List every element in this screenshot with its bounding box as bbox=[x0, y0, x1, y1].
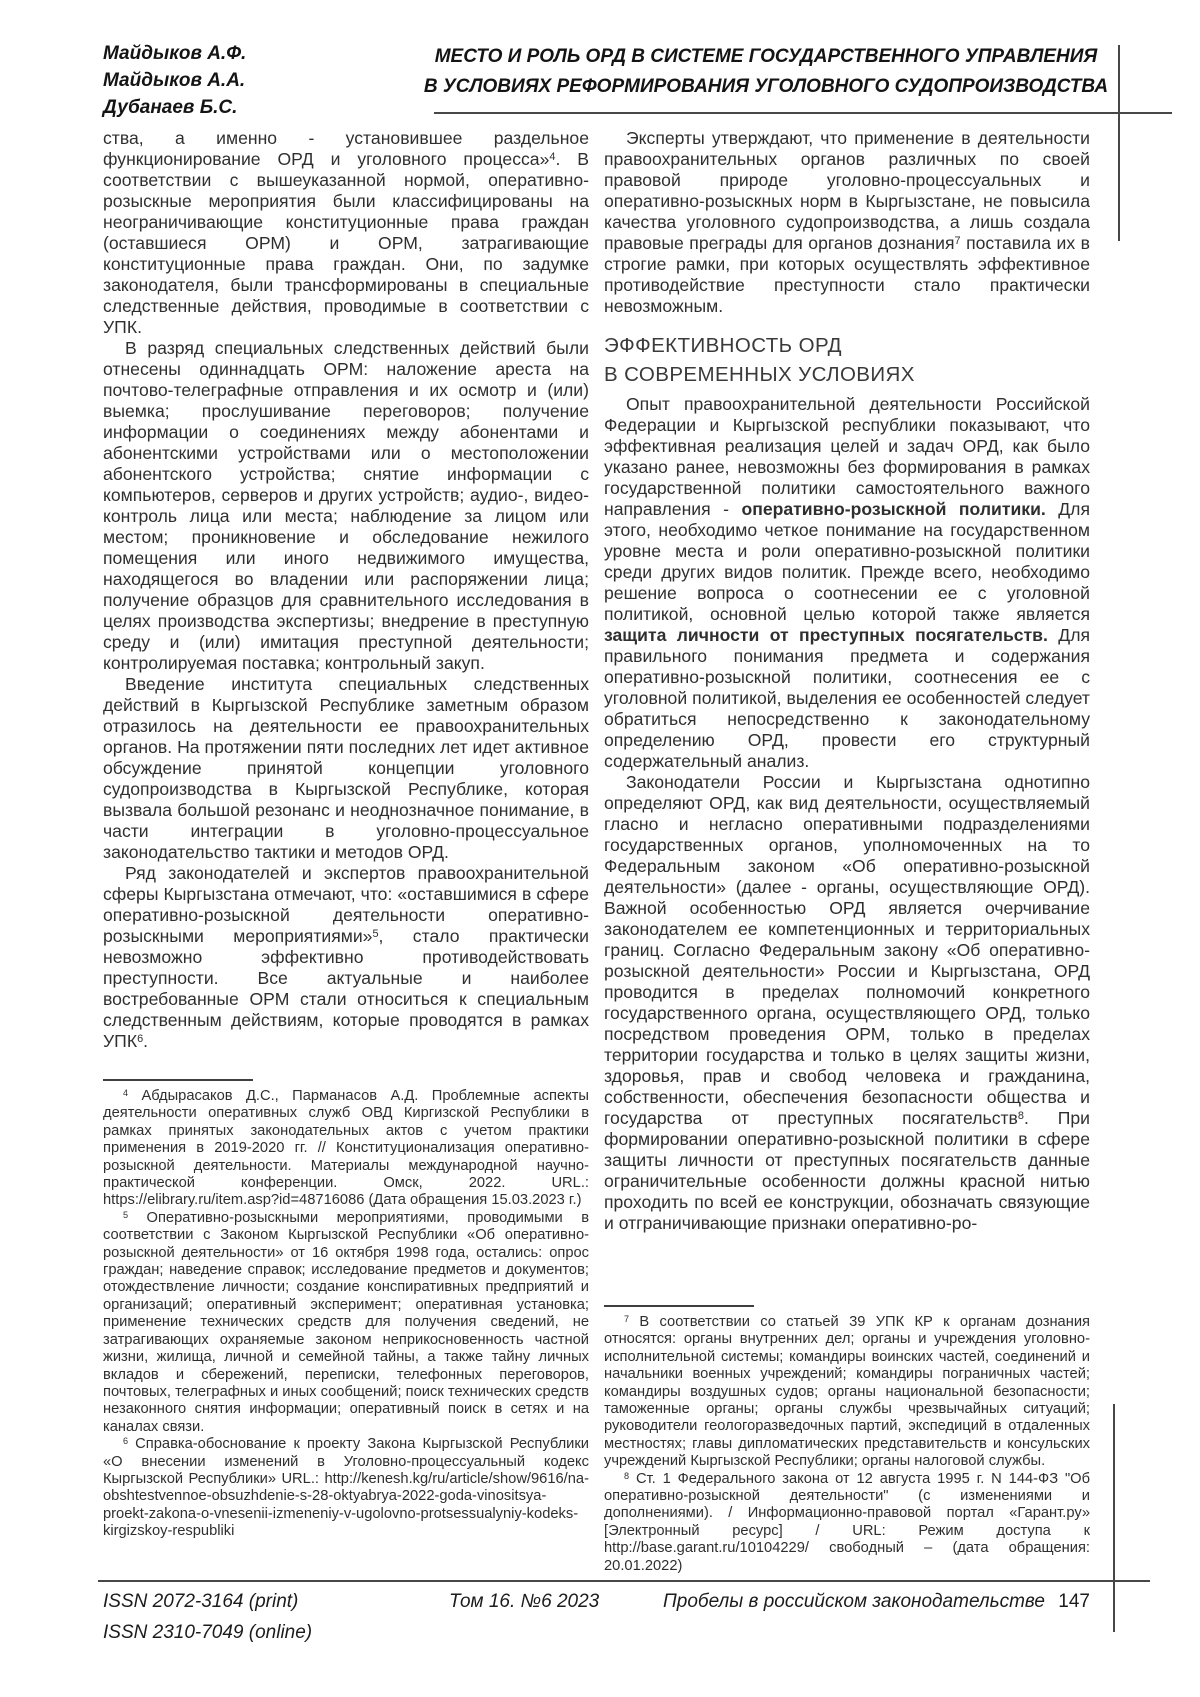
footnote-marker: 7 bbox=[954, 235, 961, 248]
left-column bbox=[103, 128, 589, 1052]
text-run: Ряд законодателей и экспертов правоохранительной сферы Кыргызстана отмечают, что: «оставшимися в сфере оперативно-розыскной деятельности оперативно-розыскными мероприятиями» bbox=[103, 863, 589, 946]
text-run: . bbox=[143, 1031, 149, 1051]
text-run: ства, а именно - установившее раздельное функционирование ОРД и уголовного процесса» bbox=[103, 128, 589, 169]
footnote-marker: 4 bbox=[549, 151, 556, 164]
paragraph bbox=[604, 1314, 1090, 1471]
footnote-separator-line bbox=[604, 1305, 754, 1307]
right-column-bottom bbox=[604, 394, 1090, 1234]
bottom-right-border-line bbox=[1113, 1404, 1115, 1632]
text-run: Абдырасаков Д.С., Парманасов А.Д. Проблемные аспекты деятельности оперативных служб ОВД Киргизской Республики в рамках принятых законодательных актов с учетом практики применения в 2019-2020 гг. // Конституционализация оперативно-розыскной деятельности. Материалы международной научно-практической конференции. Омск, 2022. URL.: https://elibrary.ru/item.asp?id=48716086 (Дата обращения 15.03.2023 г.) bbox=[103, 1088, 589, 1209]
footer-divider-line bbox=[98, 1580, 1150, 1582]
text-run: . В соответствии с вышеуказанной нормой, оперативно-розыскные мероприятия были классифицированы на неограничивающие конституционные права граждан (оставшиеся ОРМ) и ОРМ, затрагивающие конституционные права граждан. Они, по задумке законодателя, были трансформированы в специальные следственные действия, проводимые в соответствии с УПК. bbox=[103, 149, 589, 337]
issn-online: ISSN 2310-7049 (online) bbox=[103, 1622, 313, 1643]
article-title bbox=[415, 42, 1117, 102]
paragraph bbox=[103, 128, 589, 338]
paragraph bbox=[103, 863, 589, 1052]
text-run: Опыт правоохранительной деятельности Российской Федерации и Кыргызской республики показывают, что эффективная реализация целей и задач ОРД, как было указано ранее, невозможны без формирования в рамках государственной политики самостоятельного важного направления - bbox=[604, 394, 1090, 519]
paragraph bbox=[103, 1210, 589, 1436]
footnote-marker: 6 bbox=[123, 1436, 129, 1447]
text-run: Законодатели России и Кыргызстана однотипно определяют ОРД, как вид деятельности, осуществляемый гласно и негласно оперативными подразделениями государственных органов, уполномоченных на то Федеральным законом «Об оперативно-розыскной деятельности» (далее - органы, осуществляющие ОРД). Важной особенностью ОРД является очерчивание законодателем ее компетенционных и территориальных границ. Согласно Федеральным закону «Об оперативно-розыскной деятельности» России и Кыргызстана, ОРД проводится в пределах полномочий конкретного государственного органа, осуществляющего ОРД, только посредством проведения ОРМ, только в пределах территории государства и только в целях защиты жизни, здоровья, прав и свобод человека и гражданина, собственности, обеспечения безопасности общества и государства от преступных посягательств bbox=[604, 772, 1090, 1128]
paragraph bbox=[604, 1471, 1090, 1575]
article-title-line: МЕСТО И РОЛЬ ОРД В СИСТЕМЕ ГОСУДАРСТВЕННОГО УПРАВЛЕНИЯ bbox=[434, 46, 1098, 67]
footnote-marker: 4 bbox=[123, 1087, 129, 1098]
right-column bbox=[604, 128, 1090, 1234]
right-column-top bbox=[604, 128, 1090, 317]
text-run: , стало практически невозможно эффективно противодействовать преступности. Все актуальные и наиболее востребованные ОРМ стали относиться к специальным следственным действиям, которые проводятся в рамках УПК bbox=[103, 926, 589, 1051]
paragraph bbox=[103, 338, 589, 674]
text-run: поставила их в строгие рамки, при которых осуществлять эффективное противодействие преступности стало практически невозможным. bbox=[604, 233, 1090, 316]
author-name: Майдыков А.Ф. bbox=[103, 43, 247, 64]
text-run: Ст. 1 Федерального закона от 12 августа 1995 г. N 144-ФЗ "Об оперативно-розыскной деятельности" (с изменениями и дополнениями). / Информационно-правовой портал «Гарант.ру» [Электронный ресурс] / URL: Режим доступа к http://base.garant.ru/10104229/ свободный – (дата обращения: 20.01.2022) bbox=[604, 1470, 1090, 1574]
bold-text-run: оперативно-розыскной политики. bbox=[741, 499, 1046, 519]
paragraph bbox=[103, 1436, 589, 1540]
paragraph bbox=[604, 128, 1090, 317]
footnote-marker: 7 bbox=[624, 1313, 630, 1324]
right-footnotes bbox=[604, 1305, 1090, 1575]
paragraph bbox=[103, 1088, 589, 1210]
section-heading-line: ЭФФЕКТИВНОСТЬ ОРД bbox=[604, 334, 842, 357]
text-run: В соответствии со статьей 39 УПК КР к органам дознания относятся: органы внутренних дел; органы и учреждения уголовно-исполнительной системы; командиры воинских частей, соединений и начальники военных учреждений; командиры пограничных частей; командиры воздушных судов; органы национальной безопасности; таможенные органы; органы службы чрезвычайных ситуаций; руководители геологоразведочных партий, экспедиций в отдаленных местностях; главы дипломатических представительств и консульских учреждений Кыргызской Республики; органы налоговой службы. bbox=[604, 1314, 1090, 1470]
footnote-marker: 5 bbox=[123, 1209, 129, 1220]
author-name: Дубанаев Б.С. bbox=[103, 97, 238, 118]
page-number: 147 bbox=[1058, 1591, 1090, 1612]
paragraph bbox=[604, 772, 1090, 1234]
text-run: Введение института специальных следственных действий в Кыргызской Республике заметным образом отразилось на деятельности ее правоохранительных органов. На протяжении пяти последних лет идет активное обсуждение принятой концепции уголовного судопроизводства в Кыргызской Республике, которая вызвала большой резонанс и неоднозначное понимание, в части интеграции в уголовно-процессуальное законодательство тактики и методов ОРД. bbox=[103, 674, 589, 862]
footnote-marker: 8 bbox=[1017, 1110, 1024, 1123]
text-run: Оперативно-розыскными мероприятиями, проводимыми в соответствии с Законом Кыргызской Республики «Об оперативно-розыскной деятельности» от 16 октября 1998 года, остались: опрос граждан; наведение справок; исследование предметов и документов; отождествление личности; создание конспиративных предприятий и организаций; оперативный эксперимент; оперативная установка; применение технических средств для получения сведений, не затрагивающих охраняемые законом неприкосновенность частной жизни, жилища, личной и семейной тайны, а также тайну личных вкладов и сбережений, переписки, телефонных переговоров, почтовых, телеграфных и иных сообщений; поиск технических средств незаконного снятия информации; оперативный поиск в сетях и на каналах связи. bbox=[103, 1209, 589, 1435]
journal-name: Пробелы в российском законодательстве bbox=[663, 1591, 1045, 1612]
paragraph bbox=[604, 394, 1090, 772]
top-right-border-line bbox=[1118, 45, 1120, 241]
text-run: Справка-обоснование к проекту Закона Кыргызской Республики «О внесении изменений в Уголовно-процессуальный кодекс Кыргызской Республики» URL.: http://kenesh.kg/ru/article/show/9616/na-obshtestvennoe-obsuzhdenie-s-28-oktyabrya-2022-goda-vinositsya-proekt-zakona-o-vnesenii-izmeneniy-v-ugolovno-protsessualyniy-kodeks-kirgizskoy-respubliki bbox=[103, 1436, 589, 1540]
footnote-marker: 5 bbox=[372, 928, 379, 941]
right-footnotes-text bbox=[604, 1314, 1090, 1575]
text-run: . При формировании оперативно-розыскной политики в сфере защиты личности от преступных посягательств данные ограничительные особенности должны красной нитью проходить по всей ее конструкции, обозначать связующие и отграничивающие признаки оперативно-ро- bbox=[604, 1108, 1090, 1233]
bold-text-run: защита личности от преступных посягательств. bbox=[604, 625, 1048, 645]
footnote-separator-line bbox=[103, 1079, 253, 1081]
section-heading-line: В СОВРЕМЕННЫХ УСЛОВИЯХ bbox=[604, 363, 915, 386]
footnote-marker: 8 bbox=[624, 1470, 630, 1481]
text-run: Для правильного понимания предмета и содержания оперативно-розыскной политики, соотнесения ее с уголовной политикой, выделения ее особенностей следует обратиться непосредственно к законодательному определению ОРД, провести его структурный содержательный анализ. bbox=[604, 625, 1090, 771]
section-heading bbox=[604, 331, 1090, 389]
issn-print: ISSN 2072-3164 (print) bbox=[103, 1591, 299, 1612]
text-run: Для этого, необходимо четкое понимание на государственном уровне места и роли оперативно-розыскной политики среди других видов политик. Прежде всего, необходимо решение вопроса о соотнесении ее с уголовной политикой, основной целью которой также является bbox=[604, 499, 1090, 624]
paragraph bbox=[103, 674, 589, 863]
article-title-line: В УСЛОВИЯХ РЕФОРМИРОВАНИЯ УГОЛОВНОГО СУДОПРОИЗВОДСТВА bbox=[423, 76, 1109, 97]
author-block bbox=[103, 40, 246, 121]
left-footnotes-text bbox=[103, 1088, 589, 1541]
header-divider-line bbox=[434, 112, 1172, 114]
author-name: Майдыков А.А. bbox=[103, 70, 246, 91]
footnote-marker: 6 bbox=[137, 1033, 144, 1046]
left-footnotes bbox=[103, 1079, 589, 1541]
text-run: Эксперты утверждают, что применение в деятельности правоохранительных органов различных по своей правовой природе уголовно-процессуальных и оперативно-розыскных норм в Кыргызстане, не повысила качества уголовного судопроизводства, а лишь создала правовые преграды для органов дознания bbox=[604, 128, 1090, 253]
volume-issue: Том 16. №6 2023 bbox=[449, 1591, 600, 1612]
text-run: В разряд специальных следственных действий были отнесены одиннадцать ОРМ: наложение ареста на почтово-телеграфные отправления и их осмотр и (или) выемка; прослушивание переговоров; получение информации о соединениях между абонентами и абонентскими устройствами или о местоположении абонентского устройства; снятие информации с компьютеров, серверов и других устройств; аудио-, видео-контроль лица или места; наблюдение за лицом или местом; проникновение и обследование нежилого помещения или иного недвижимого имущества, находящегося во владении или распоряжении лица; получение образцов для сравнительного исследования в целях производства экспертизы; внедрение в преступную среду и (или) имитация преступной деятельности; контролируемая поставка; контрольный закуп. bbox=[103, 338, 589, 673]
